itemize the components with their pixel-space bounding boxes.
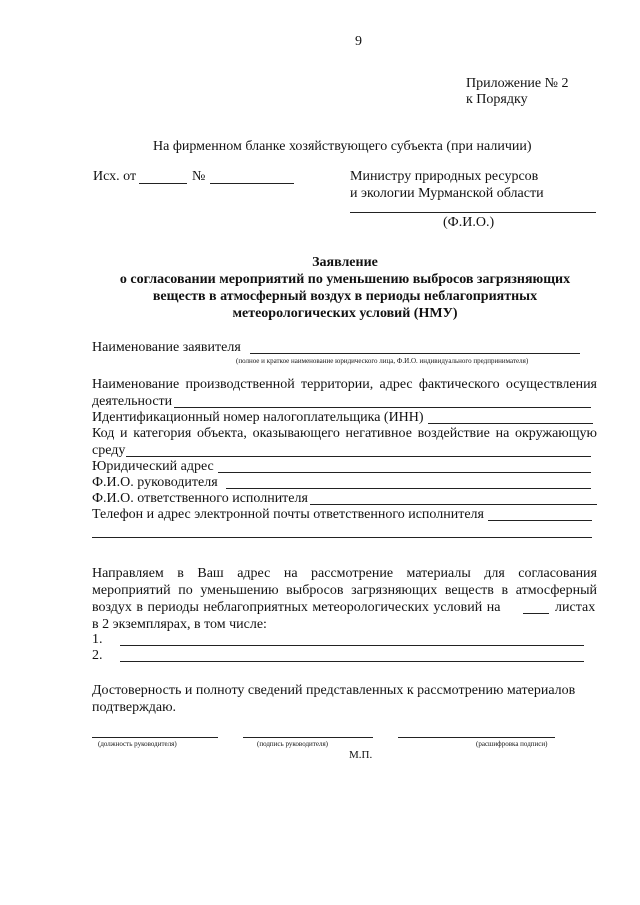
body-line4: в 2 экземплярах, в том числе: [92, 617, 267, 632]
category-label-2: среду [92, 443, 126, 458]
page-number: 9 [355, 34, 362, 49]
addressee-line2: и экологии Мурманской области [350, 186, 544, 201]
signature-hint: (подпись руководителя) [257, 740, 329, 748]
decode-hint: (расшифровка подписи) [476, 740, 548, 748]
addressee-line1: Министру природных ресурсов [350, 169, 539, 184]
signature-line [243, 737, 373, 738]
applicant-hint: (полное и краткое наименование юридического лица, Ф.И.О. индивидуального предпринимателя) [236, 357, 529, 365]
item-2-line [120, 661, 584, 662]
appendix-line1: Приложение № 2 [466, 76, 569, 91]
contacts-label: Телефон и адрес электронной почты ответственного исполнителя [92, 507, 484, 522]
position-hint: (должность руководителя) [98, 740, 177, 748]
legal-address-line [218, 472, 591, 473]
territory-line [174, 407, 591, 408]
inn-label: Идентификационный номер налогоплательщика (ИНН) [92, 410, 424, 425]
head-fio-line [226, 488, 591, 489]
outgoing-date-label: Исх. от [93, 169, 137, 184]
title-line3: веществ в атмосферный воздух в периоды неблагоприятных [152, 289, 538, 304]
responsible-fio-label: Ф.И.О. ответственного исполнителя [92, 491, 308, 506]
item-2-number: 2. [92, 648, 103, 663]
addressee-fio-line [350, 212, 596, 213]
body-line3b: листах [555, 600, 596, 615]
outgoing-date-line [139, 183, 187, 184]
appendix-line2: к Порядку [466, 92, 528, 107]
item-1-line [120, 645, 584, 646]
applicant-label: Наименование заявителя [92, 340, 241, 355]
inn-line [428, 423, 593, 424]
stamp-label: М.П. [349, 749, 373, 761]
decode-line [398, 737, 555, 738]
confirm-line1: Достоверность и полноту сведений представленных к рассмотрению материалов [92, 683, 576, 698]
category-label-1: Код и категория объекта, оказывающего негативное воздействие на окружающую [92, 426, 597, 441]
head-fio-label: Ф.И.О. руководителя [92, 475, 218, 490]
position-line [92, 737, 218, 738]
body-line1: Направляем в Ваш адрес на рассмотрение материалы для согласования [92, 566, 597, 581]
territory-label-1: Наименование производственной территории, адрес фактического осуществления [92, 377, 597, 392]
title-line2: о согласовании мероприятий по уменьшению выбросов загрязняющих [119, 272, 571, 287]
legal-address-label: Юридический адрес [92, 459, 214, 474]
title-line4: метеорологических условий (НМУ) [232, 306, 458, 321]
item-1-number: 1. [92, 632, 103, 647]
category-line [126, 456, 591, 457]
responsible-fio-line [310, 504, 597, 505]
letterhead-note: На фирменном бланке хозяйствующего субъекта (при наличии) [153, 139, 532, 154]
outgoing-number-line [210, 183, 294, 184]
confirm-line2: подтверждаю. [92, 700, 177, 715]
addressee-fio-hint: (Ф.И.О.) [443, 215, 495, 230]
contacts-line-2 [92, 537, 592, 538]
sheets-count-line [523, 613, 549, 614]
territory-label-2: деятельности [92, 394, 173, 409]
body-line3a: воздух в периоды неблагоприятных метеорологических условий на [92, 600, 501, 615]
applicant-line [250, 353, 580, 354]
contacts-line [488, 520, 592, 521]
outgoing-number-label: № [192, 169, 206, 184]
body-line2: мероприятий по уменьшению выбросов загрязняющих веществ в атмосферный [92, 583, 597, 598]
title-line1: Заявление [312, 255, 378, 270]
